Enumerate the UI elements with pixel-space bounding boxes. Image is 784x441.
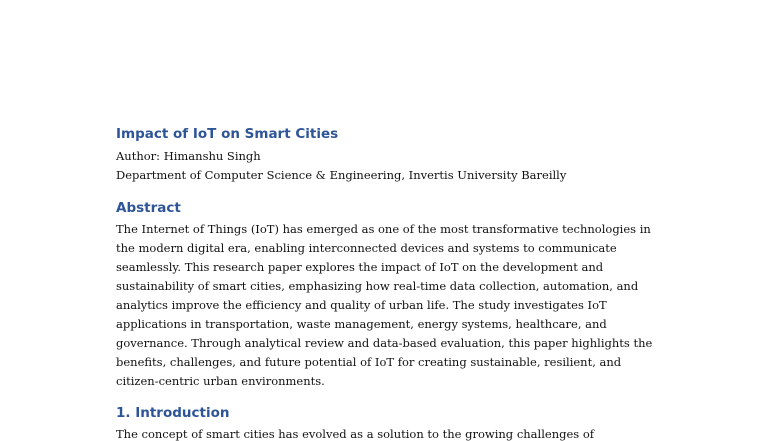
abstract-line: governance. Through analytical review and data-based evaluation, this paper highlights the xyxy=(116,336,653,350)
abstract-line: applications in transportation, waste management, energy systems, healthcare, and xyxy=(116,317,607,331)
abstract-line: benefits, challenges, and future potential of IoT for creating sustainable, resilient, and xyxy=(116,355,622,369)
introduction-line: The concept of smart cities has evolved as a solution to the growing challenges of xyxy=(116,427,595,441)
abstract-line: The Internet of Things (IoT) has emerged as one of the most transformative technologies in xyxy=(116,222,651,236)
introduction-heading: 1. Introduction xyxy=(116,405,230,421)
author-line: Author: Himanshu Singh xyxy=(116,149,261,163)
abstract-paragraph xyxy=(116,220,668,391)
abstract-line: analytics improve the efficiency and quality of urban life. The study investigates IoT xyxy=(116,298,607,312)
abstract-line: sustainability of smart cities, emphasizing how real-time data collection, automation, and xyxy=(116,279,639,293)
introduction-paragraph xyxy=(116,425,668,441)
paper-title: Impact of IoT on Smart Cities xyxy=(116,126,339,142)
affiliation-line: Department of Computer Science & Engineering, Invertis University Bareilly xyxy=(116,168,567,182)
abstract-line: citizen-centric urban environments. xyxy=(116,374,325,388)
abstract-line: seamlessly. This research paper explores the impact of IoT on the development and xyxy=(116,260,604,274)
document-content xyxy=(116,125,668,441)
abstract-heading: Abstract xyxy=(116,200,181,216)
abstract-line: the modern digital era, enabling interconnected devices and systems to communicate xyxy=(116,241,617,255)
